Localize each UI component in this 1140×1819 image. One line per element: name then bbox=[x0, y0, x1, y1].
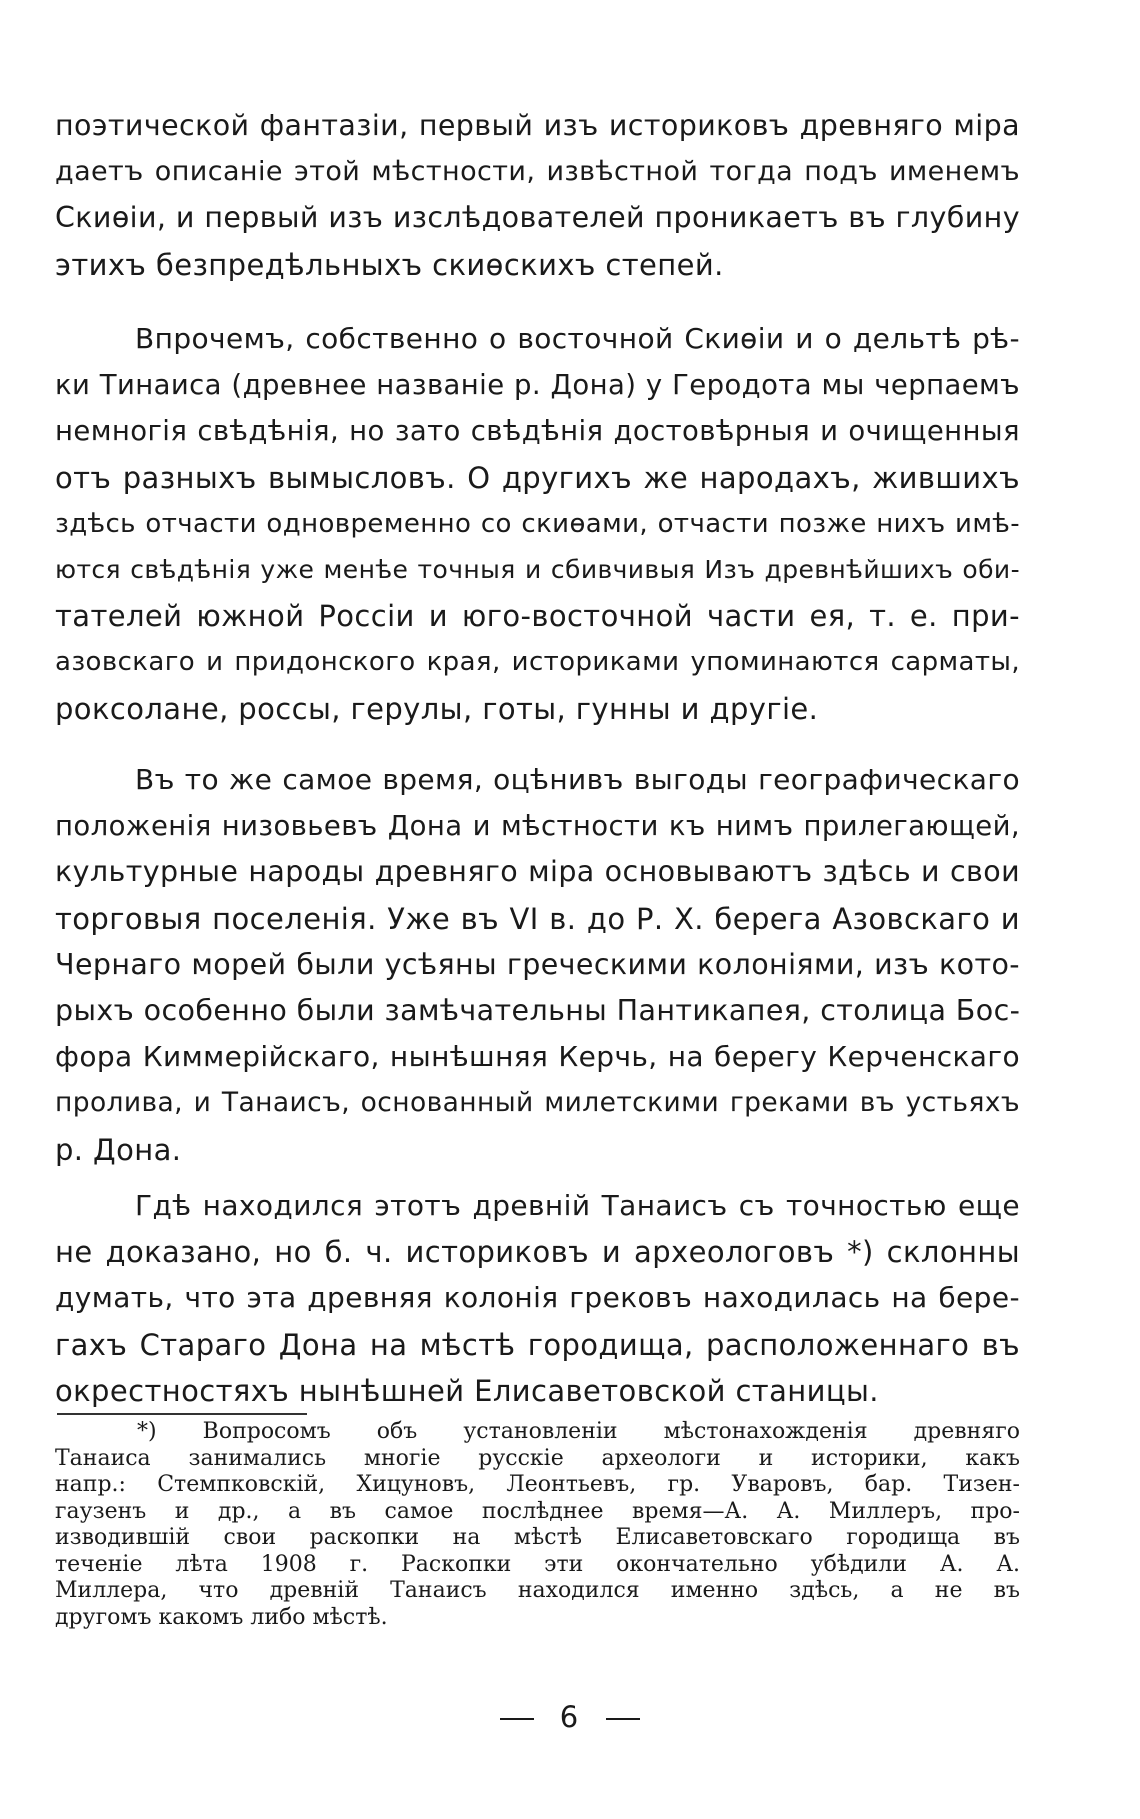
text-line: тателей южной Россіи и юго-восточной части ея, т. е. при- bbox=[55, 599, 1020, 634]
text-line: фора Киммерійскаго, нынѣшняя Керчь, на берегу Керченскаго bbox=[55, 1040, 1020, 1074]
text-line: роксолане, россы, герулы, готы, гунны и другіе. bbox=[55, 691, 819, 726]
text-line: здѣсь отчасти одновременно со скиѳами, отчасти позже нихъ имѣ- bbox=[55, 508, 1020, 539]
text-line: ки Тинаиса (древнее названіе р. Дона) у Геродота мы черпаемъ bbox=[55, 369, 1020, 402]
text-line: положенія низовьевъ Дона и мѣстности къ нимъ прилегающей, bbox=[55, 810, 1020, 843]
text-line: даетъ описаніе этой мѣстности, извѣстной тогда подъ именемъ bbox=[55, 156, 1020, 188]
text-line: культурные народы древняго міра основываютъ здѣсь и свои bbox=[55, 855, 1020, 889]
footnote-line: гаузенъ и др., а въ самое послѣднее время—А. А. Миллеръ, про- bbox=[55, 1498, 1020, 1524]
paragraph-2 bbox=[55, 316, 1020, 732]
page-number-footer bbox=[0, 1700, 1140, 1734]
text-line: пролива, и Танаисъ, основанный милетскими греками въ устьяхъ bbox=[55, 1087, 1020, 1119]
text-line: Впрочемъ, собственно о восточной Скиѳіи и о дельтѣ рѣ- bbox=[135, 322, 1020, 355]
text-line: не доказано, но б. ч. историковъ и археологовъ *) склонны bbox=[55, 1235, 1020, 1270]
footnote-line: другомъ какомъ либо мѣстѣ. bbox=[55, 1604, 388, 1630]
text-line: Чернаго морей были усѣяны греческими колоніями, изъ кото- bbox=[55, 947, 1020, 981]
page-number: 6 bbox=[559, 1700, 581, 1734]
footnote-line: изводившій свои раскопки на мѣстѣ Елисаветовскаго городища въ bbox=[55, 1525, 1020, 1550]
text-line: думать, что эта древняя колонія грековъ находилась на бере- bbox=[55, 1281, 1020, 1315]
footnote-separator bbox=[57, 1413, 307, 1415]
text-line: азовскаго и придонского края, историками упоминаются сарматы, bbox=[55, 647, 1020, 678]
text-line: ются свѣдѣнія уже менѣе точныя и сбивчивыя Изъ древнѣйшихъ оби- bbox=[55, 555, 1020, 585]
text-line: Въ то же самое время, оцѣнивъ выгоды географическаго bbox=[135, 763, 1020, 796]
text-line: отъ разныхъ вымысловъ. О другихъ же народахъ, жившихъ bbox=[55, 460, 1020, 495]
text-line: торговыя поселенія. Уже въ VI в. до Р. Х. берега Азовскаго и bbox=[55, 901, 1020, 936]
text-line: Гдѣ находился этотъ древній Танаисъ съ точностью еще bbox=[135, 1189, 1020, 1222]
footnote bbox=[55, 1419, 1020, 1631]
dash-right bbox=[606, 1718, 640, 1720]
text-line: гахъ Стараго Дона на мѣстѣ городища, расположеннаго въ bbox=[55, 1327, 1020, 1362]
dash-left bbox=[500, 1718, 534, 1720]
footnote-line: *) Вопросомъ объ установленіи мѣстонахожденія древняго bbox=[137, 1419, 1020, 1444]
footnote-line: Танаиса занимались многіе русскіе археологи и историки, какъ bbox=[55, 1445, 1020, 1471]
footnote-line: напр.: Стемпковскій, Хицуновъ, Леонтьевъ, гр. Уваровъ, бар. Тизен- bbox=[55, 1472, 1020, 1497]
text-line: окрестностяхъ нынѣшней Елисаветовской станицы. bbox=[55, 1373, 879, 1408]
text-line: р. Дона. bbox=[55, 1132, 182, 1167]
text-line: рыхъ особенно были замѣчательны Пантикапея, столица Бос- bbox=[55, 994, 1021, 1028]
text-line: немногія свѣдѣнія, но зато свѣдѣнія достовѣрныя и очищенныя bbox=[55, 415, 1020, 448]
text-line: поэтической фантазіи, первый изъ историковъ древняго міра bbox=[55, 109, 1020, 142]
footnote-line: Миллера, что древній Танаисъ находился именно здѣсь, а не въ bbox=[55, 1578, 1020, 1603]
footnote-line: теченіе лѣта 1908 г. Раскопки эти окончательно убѣдили А. А. bbox=[55, 1551, 1020, 1577]
paragraph-1 bbox=[55, 103, 1020, 288]
text-line: Скиѳіи, и первый изъ изслѣдователей проникаетъ въ глубину bbox=[55, 201, 1020, 235]
paragraph-3 bbox=[55, 757, 1020, 1173]
paragraph-4 bbox=[55, 1183, 1020, 1414]
text-line: этихъ безпредѣльныхъ скиѳскихъ степей. bbox=[55, 247, 724, 282]
